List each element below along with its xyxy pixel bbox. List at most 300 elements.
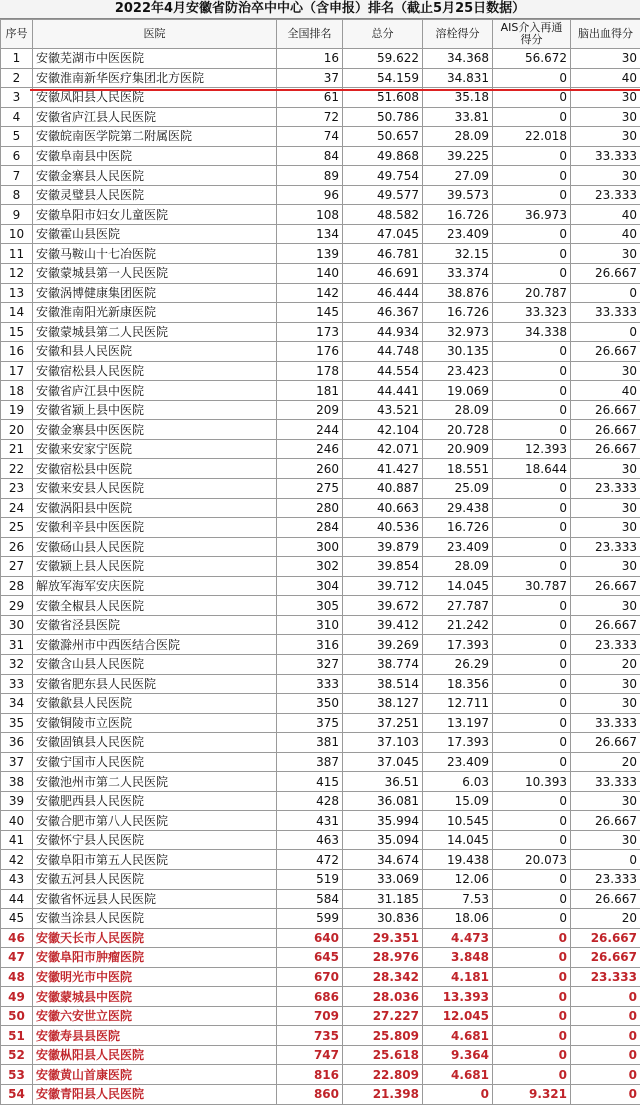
cell-seq: 43: [1, 869, 33, 889]
sheet-title: 2022年4月安徽省防治卒中中心（含申报）排名（截止5月25日数据）: [0, 0, 640, 19]
cell-national-rank: 173: [277, 322, 343, 342]
cell-total-score: 44.748: [343, 342, 423, 362]
cell-ais-score: 0: [493, 185, 571, 205]
table-row: [1, 127, 640, 147]
cell-national-rank: 333: [277, 674, 343, 694]
cell-hospital: 安徽宿松县人民医院: [33, 361, 277, 381]
cell-ich-score: 20: [571, 654, 640, 674]
cell-thrombolysis-score: 12.711: [423, 694, 493, 714]
header-ich-score: 脑出血得分: [571, 20, 640, 49]
cell-total-score: 39.412: [343, 615, 423, 635]
cell-total-score: 34.674: [343, 850, 423, 870]
cell-seq: 9: [1, 205, 33, 225]
cell-hospital: 安徽皖南医学院第二附属医院: [33, 127, 277, 147]
cell-national-rank: 584: [277, 889, 343, 909]
cell-total-score: 21.398: [343, 1084, 423, 1104]
cell-thrombolysis-score: 23.423: [423, 361, 493, 381]
cell-national-rank: 428: [277, 791, 343, 811]
cell-ich-score: 0: [571, 1065, 640, 1085]
table-row: [1, 49, 640, 69]
table-row: [1, 791, 640, 811]
cell-thrombolysis-score: 23.409: [423, 224, 493, 244]
cell-total-score: 44.441: [343, 381, 423, 401]
cell-ich-score: 26.667: [571, 889, 640, 909]
cell-ais-score: 0: [493, 479, 571, 499]
cell-ais-score: 20.787: [493, 283, 571, 303]
cell-hospital: 安徽固镇县人民医院: [33, 733, 277, 753]
header-ais-score: AIS介入再通得分: [493, 20, 571, 49]
table-row: [1, 1045, 640, 1065]
cell-thrombolysis-score: 7.53: [423, 889, 493, 909]
cell-seq: 49: [1, 987, 33, 1007]
cell-hospital: 安徽灵璧县人民医院: [33, 185, 277, 205]
cell-hospital: 安徽怀宁县人民医院: [33, 830, 277, 850]
cell-total-score: 39.672: [343, 596, 423, 616]
table-row: [1, 146, 640, 166]
table-row: [1, 518, 640, 538]
cell-ais-score: 22.018: [493, 127, 571, 147]
cell-national-rank: 260: [277, 459, 343, 479]
cell-thrombolysis-score: 29.438: [423, 498, 493, 518]
table-row: [1, 713, 640, 733]
cell-national-rank: 142: [277, 283, 343, 303]
cell-hospital: 安徽省泾县医院: [33, 615, 277, 635]
cell-ich-score: 30: [571, 49, 640, 69]
cell-seq: 47: [1, 948, 33, 968]
cell-national-rank: 686: [277, 987, 343, 1007]
cell-ich-score: 40: [571, 205, 640, 225]
table-row: [1, 674, 640, 694]
cell-ich-score: 30: [571, 518, 640, 538]
cell-total-score: 49.868: [343, 146, 423, 166]
cell-thrombolysis-score: 32.15: [423, 244, 493, 264]
cell-national-rank: 134: [277, 224, 343, 244]
cell-seq: 14: [1, 303, 33, 323]
cell-total-score: 44.554: [343, 361, 423, 381]
table-row: [1, 244, 640, 264]
cell-seq: 17: [1, 361, 33, 381]
cell-total-score: 49.754: [343, 166, 423, 186]
cell-ais-score: 0: [493, 1006, 571, 1026]
cell-hospital: 安徽金寨县中医医院: [33, 420, 277, 440]
cell-seq: 36: [1, 733, 33, 753]
cell-national-rank: 670: [277, 967, 343, 987]
cell-hospital: 安徽省庐江县人民医院: [33, 107, 277, 127]
table-row: [1, 1006, 640, 1026]
cell-national-rank: 61: [277, 88, 343, 108]
table-row: [1, 987, 640, 1007]
table-row: [1, 596, 640, 616]
table-row: [1, 694, 640, 714]
cell-total-score: 38.774: [343, 654, 423, 674]
cell-ais-score: 0: [493, 224, 571, 244]
cell-thrombolysis-score: 18.551: [423, 459, 493, 479]
cell-ich-score: 26.667: [571, 948, 640, 968]
table-row: [1, 557, 640, 577]
cell-national-rank: 176: [277, 342, 343, 362]
cell-total-score: 50.786: [343, 107, 423, 127]
cell-ich-score: 30: [571, 791, 640, 811]
cell-hospital: 安徽马鞍山十七冶医院: [33, 244, 277, 264]
cell-seq: 20: [1, 420, 33, 440]
cell-thrombolysis-score: 27.09: [423, 166, 493, 186]
cell-ais-score: 0: [493, 674, 571, 694]
cell-national-rank: 96: [277, 185, 343, 205]
cell-hospital: 安徽省颍上县中医院: [33, 400, 277, 420]
cell-thrombolysis-score: 4.473: [423, 928, 493, 948]
table-row: [1, 439, 640, 459]
cell-ais-score: 0: [493, 811, 571, 831]
cell-national-rank: 327: [277, 654, 343, 674]
cell-ais-score: 0: [493, 635, 571, 655]
cell-seq: 34: [1, 694, 33, 714]
cell-total-score: 27.227: [343, 1006, 423, 1026]
cell-national-rank: 304: [277, 576, 343, 596]
cell-seq: 37: [1, 752, 33, 772]
cell-ich-score: 26.667: [571, 733, 640, 753]
cell-ais-score: 0: [493, 68, 571, 88]
cell-seq: 8: [1, 185, 33, 205]
cell-total-score: 25.618: [343, 1045, 423, 1065]
cell-ais-score: 0: [493, 654, 571, 674]
cell-thrombolysis-score: 17.393: [423, 635, 493, 655]
cell-ais-score: 0: [493, 948, 571, 968]
cell-total-score: 28.342: [343, 967, 423, 987]
table-row: [1, 928, 640, 948]
cell-national-rank: 816: [277, 1065, 343, 1085]
cell-ais-score: 20.073: [493, 850, 571, 870]
cell-hospital: 安徽颍上县人民医院: [33, 557, 277, 577]
cell-ich-score: 0: [571, 1006, 640, 1026]
table-row: [1, 948, 640, 968]
cell-thrombolysis-score: 39.573: [423, 185, 493, 205]
cell-total-score: 35.994: [343, 811, 423, 831]
cell-ais-score: 0: [493, 420, 571, 440]
cell-total-score: 44.934: [343, 322, 423, 342]
cell-seq: 26: [1, 537, 33, 557]
cell-national-rank: 599: [277, 909, 343, 929]
cell-seq: 19: [1, 400, 33, 420]
cell-ais-score: 0: [493, 518, 571, 538]
table-row: [1, 205, 640, 225]
cell-seq: 52: [1, 1045, 33, 1065]
cell-national-rank: 640: [277, 928, 343, 948]
cell-ais-score: 0: [493, 1045, 571, 1065]
cell-national-rank: 72: [277, 107, 343, 127]
cell-hospital: 安徽合肥市第八人民医院: [33, 811, 277, 831]
cell-ais-score: 0: [493, 1065, 571, 1085]
table-row: [1, 166, 640, 186]
cell-national-rank: 16: [277, 49, 343, 69]
cell-seq: 40: [1, 811, 33, 831]
table-row: [1, 107, 640, 127]
cell-thrombolysis-score: 4.681: [423, 1065, 493, 1085]
table-row: [1, 654, 640, 674]
header-thrombolysis-score: 溶栓得分: [423, 20, 493, 49]
cell-ich-score: 0: [571, 850, 640, 870]
cell-national-rank: 431: [277, 811, 343, 831]
cell-seq: 31: [1, 635, 33, 655]
cell-national-rank: 316: [277, 635, 343, 655]
cell-seq: 45: [1, 909, 33, 929]
cell-seq: 30: [1, 615, 33, 635]
table-row: [1, 635, 640, 655]
cell-seq: 51: [1, 1026, 33, 1046]
cell-total-score: 37.045: [343, 752, 423, 772]
cell-national-rank: 89: [277, 166, 343, 186]
cell-ais-score: 0: [493, 264, 571, 284]
table-row: [1, 264, 640, 284]
cell-hospital: 安徽枞阳县人民医院: [33, 1045, 277, 1065]
cell-national-rank: 375: [277, 713, 343, 733]
table-row: [1, 498, 640, 518]
cell-total-score: 37.251: [343, 713, 423, 733]
cell-thrombolysis-score: 17.393: [423, 733, 493, 753]
cell-hospital: 安徽霍山县医院: [33, 224, 277, 244]
cell-thrombolysis-score: 18.06: [423, 909, 493, 929]
cell-seq: 50: [1, 1006, 33, 1026]
table-row: [1, 967, 640, 987]
cell-hospital: 安徽当涂县人民医院: [33, 909, 277, 929]
cell-thrombolysis-score: 12.045: [423, 1006, 493, 1026]
cell-thrombolysis-score: 4.181: [423, 967, 493, 987]
cell-seq: 7: [1, 166, 33, 186]
cell-seq: 4: [1, 107, 33, 127]
cell-thrombolysis-score: 10.545: [423, 811, 493, 831]
cell-ich-score: 0: [571, 322, 640, 342]
cell-thrombolysis-score: 33.81: [423, 107, 493, 127]
cell-thrombolysis-score: 28.09: [423, 127, 493, 147]
cell-ich-score: 26.667: [571, 400, 640, 420]
cell-hospital: 安徽砀山县人民医院: [33, 537, 277, 557]
cell-national-rank: 108: [277, 205, 343, 225]
cell-total-score: 28.976: [343, 948, 423, 968]
cell-ich-score: 30: [571, 459, 640, 479]
table-row: [1, 537, 640, 557]
cell-total-score: 54.159: [343, 68, 423, 88]
table-row: [1, 1026, 640, 1046]
cell-hospital: 安徽省肥东县人民医院: [33, 674, 277, 694]
cell-hospital: 安徽蒙城县第一人民医院: [33, 264, 277, 284]
cell-hospital: 安徽淮南阳光新康医院: [33, 303, 277, 323]
cell-thrombolysis-score: 30.135: [423, 342, 493, 362]
cell-hospital: 安徽青阳县人民医院: [33, 1084, 277, 1104]
cell-hospital: 安徽阜南县中医院: [33, 146, 277, 166]
cell-seq: 25: [1, 518, 33, 538]
cell-total-score: 40.663: [343, 498, 423, 518]
cell-ich-score: 40: [571, 381, 640, 401]
table-row: [1, 752, 640, 772]
cell-total-score: 36.51: [343, 772, 423, 792]
cell-ich-score: 20: [571, 909, 640, 929]
cell-hospital: 安徽蒙城县第二人民医院: [33, 322, 277, 342]
cell-thrombolysis-score: 16.726: [423, 205, 493, 225]
cell-ich-score: 30: [571, 166, 640, 186]
table-row: [1, 224, 640, 244]
cell-seq: 1: [1, 49, 33, 69]
cell-total-score: 40.887: [343, 479, 423, 499]
cell-ais-score: 0: [493, 909, 571, 929]
cell-ich-score: 0: [571, 987, 640, 1007]
cell-total-score: 59.622: [343, 49, 423, 69]
cell-seq: 21: [1, 439, 33, 459]
cell-thrombolysis-score: 39.225: [423, 146, 493, 166]
table-row: [1, 850, 640, 870]
cell-ich-score: 26.667: [571, 342, 640, 362]
cell-seq: 39: [1, 791, 33, 811]
cell-seq: 5: [1, 127, 33, 147]
cell-thrombolysis-score: 32.973: [423, 322, 493, 342]
cell-ais-score: 0: [493, 869, 571, 889]
cell-thrombolysis-score: 16.726: [423, 303, 493, 323]
cell-hospital: 安徽铜陵市立医院: [33, 713, 277, 733]
cell-national-rank: 735: [277, 1026, 343, 1046]
cell-total-score: 38.514: [343, 674, 423, 694]
cell-thrombolysis-score: 35.18: [423, 88, 493, 108]
cell-total-score: 48.582: [343, 205, 423, 225]
cell-national-rank: 415: [277, 772, 343, 792]
cell-ais-score: 0: [493, 987, 571, 1007]
cell-national-rank: 280: [277, 498, 343, 518]
cell-seq: 48: [1, 967, 33, 987]
cell-ais-score: 0: [493, 967, 571, 987]
cell-ais-score: 0: [493, 498, 571, 518]
cell-ich-score: 40: [571, 68, 640, 88]
cell-total-score: 46.781: [343, 244, 423, 264]
table-row: [1, 772, 640, 792]
cell-total-score: 31.185: [343, 889, 423, 909]
cell-total-score: 46.444: [343, 283, 423, 303]
table-row: [1, 185, 640, 205]
cell-total-score: 39.879: [343, 537, 423, 557]
cell-national-rank: 275: [277, 479, 343, 499]
cell-thrombolysis-score: 26.29: [423, 654, 493, 674]
cell-hospital: 安徽来安家宁医院: [33, 439, 277, 459]
cell-hospital: 安徽蒙城县中医院: [33, 987, 277, 1007]
cell-ich-score: 26.667: [571, 264, 640, 284]
cell-national-rank: 350: [277, 694, 343, 714]
cell-ais-score: 0: [493, 88, 571, 108]
cell-ich-score: 0: [571, 1045, 640, 1065]
cell-thrombolysis-score: 4.681: [423, 1026, 493, 1046]
cell-thrombolysis-score: 3.848: [423, 948, 493, 968]
cell-ich-score: 33.333: [571, 713, 640, 733]
cell-ais-score: 0: [493, 146, 571, 166]
cell-total-score: 33.069: [343, 869, 423, 889]
cell-seq: 42: [1, 850, 33, 870]
cell-total-score: 22.809: [343, 1065, 423, 1085]
cell-total-score: 35.094: [343, 830, 423, 850]
cell-ich-score: 20: [571, 752, 640, 772]
cell-ais-score: 0: [493, 889, 571, 909]
table-row: [1, 322, 640, 342]
cell-national-rank: 519: [277, 869, 343, 889]
cell-seq: 33: [1, 674, 33, 694]
cell-ich-score: 30: [571, 127, 640, 147]
cell-thrombolysis-score: 34.368: [423, 49, 493, 69]
cell-hospital: 安徽阜阳市妇女儿童医院: [33, 205, 277, 225]
table-row: [1, 1084, 640, 1104]
cell-ich-score: 0: [571, 1026, 640, 1046]
cell-national-rank: 74: [277, 127, 343, 147]
cell-total-score: 42.071: [343, 439, 423, 459]
cell-seq: 27: [1, 557, 33, 577]
cell-national-rank: 300: [277, 537, 343, 557]
cell-thrombolysis-score: 20.909: [423, 439, 493, 459]
cell-seq: 38: [1, 772, 33, 792]
cell-ich-score: 33.333: [571, 772, 640, 792]
cell-national-rank: 244: [277, 420, 343, 440]
cell-ais-score: 33.323: [493, 303, 571, 323]
cell-seq: 24: [1, 498, 33, 518]
cell-ich-score: 23.333: [571, 869, 640, 889]
cell-ich-score: 23.333: [571, 185, 640, 205]
cell-ich-score: 0: [571, 1084, 640, 1104]
cell-seq: 6: [1, 146, 33, 166]
cell-hospital: 安徽省怀远县人民医院: [33, 889, 277, 909]
cell-ich-score: 26.667: [571, 811, 640, 831]
cell-hospital: 安徽池州市第二人民医院: [33, 772, 277, 792]
cell-ich-score: 30: [571, 596, 640, 616]
cell-seq: 2: [1, 68, 33, 88]
table-row: [1, 576, 640, 596]
cell-ich-score: 30: [571, 694, 640, 714]
cell-seq: 10: [1, 224, 33, 244]
cell-total-score: 39.854: [343, 557, 423, 577]
cell-seq: 15: [1, 322, 33, 342]
cell-total-score: 37.103: [343, 733, 423, 753]
table-row: [1, 459, 640, 479]
cell-ich-score: 0: [571, 283, 640, 303]
cell-total-score: 50.657: [343, 127, 423, 147]
cell-hospital: 安徽全椒县人民医院: [33, 596, 277, 616]
cell-total-score: 30.836: [343, 909, 423, 929]
cell-national-rank: 284: [277, 518, 343, 538]
table-row: [1, 889, 640, 909]
cell-hospital: 安徽宿松县中医院: [33, 459, 277, 479]
cell-total-score: 40.536: [343, 518, 423, 538]
cell-ich-score: 40: [571, 224, 640, 244]
cell-ich-score: 23.333: [571, 479, 640, 499]
table-row: [1, 1065, 640, 1085]
header-total-score: 总分: [343, 20, 423, 49]
cell-thrombolysis-score: 15.09: [423, 791, 493, 811]
cell-ais-score: 0: [493, 1026, 571, 1046]
cell-ais-score: 0: [493, 615, 571, 635]
table-row: [1, 88, 640, 108]
cell-ais-score: 30.787: [493, 576, 571, 596]
cell-national-rank: 463: [277, 830, 343, 850]
table-row: [1, 420, 640, 440]
cell-total-score: 42.104: [343, 420, 423, 440]
table-row: [1, 361, 640, 381]
cell-thrombolysis-score: 28.09: [423, 557, 493, 577]
cell-seq: 29: [1, 596, 33, 616]
cell-total-score: 39.269: [343, 635, 423, 655]
cell-seq: 11: [1, 244, 33, 264]
cell-ais-score: 36.973: [493, 205, 571, 225]
table-row: [1, 381, 640, 401]
cell-hospital: 安徽来安县人民医院: [33, 479, 277, 499]
cell-seq: 32: [1, 654, 33, 674]
cell-thrombolysis-score: 19.438: [423, 850, 493, 870]
cell-ais-score: 34.338: [493, 322, 571, 342]
table-row: [1, 909, 640, 929]
table-row: [1, 400, 640, 420]
cell-national-rank: 860: [277, 1084, 343, 1104]
cell-hospital: 安徽含山县人民医院: [33, 654, 277, 674]
cell-thrombolysis-score: 25.09: [423, 479, 493, 499]
